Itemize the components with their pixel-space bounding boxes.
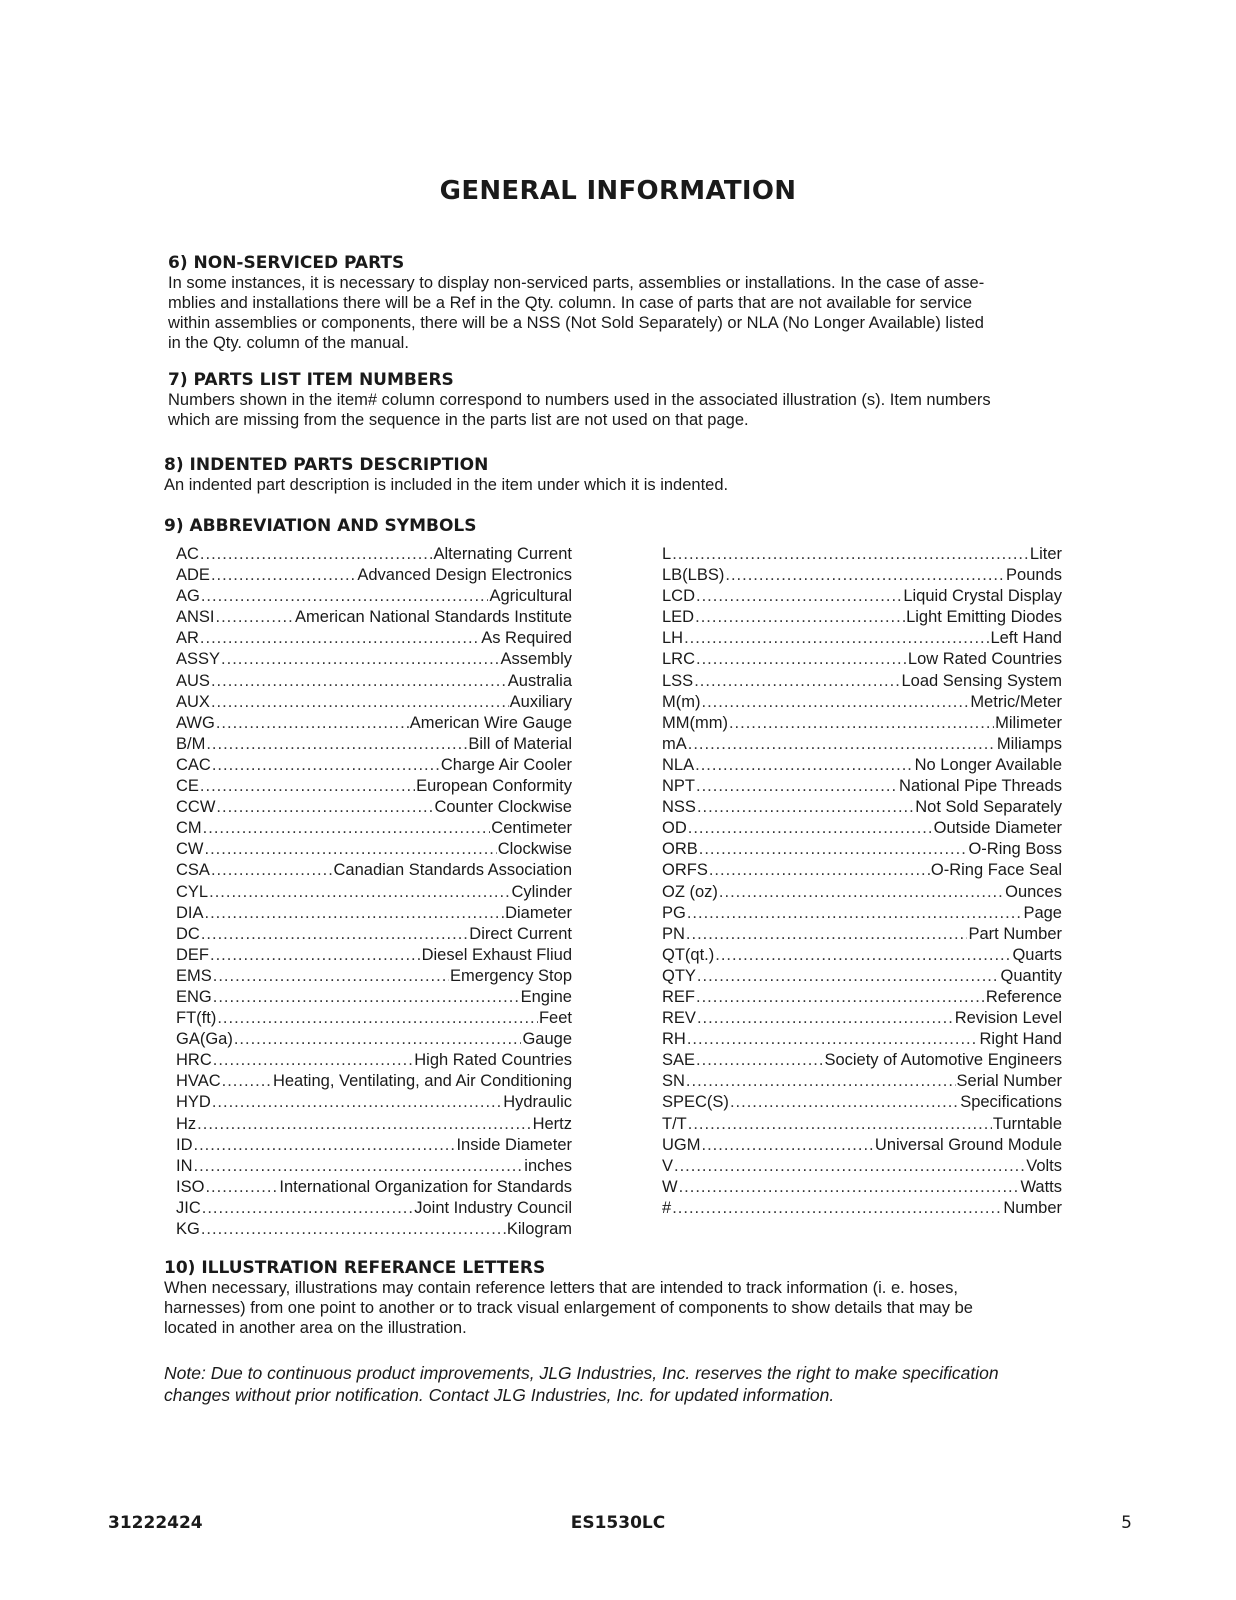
section-body [164,475,1074,495]
dot-leader [194,1136,456,1155]
abbreviation-meaning: Assembly [500,650,572,669]
abbreviation-term: IN [176,1156,193,1175]
abbreviation-term: L [662,545,672,563]
dot-leader [696,1051,823,1070]
abbreviation-row [662,672,1062,693]
abbreviation-term: CM [176,819,202,838]
section-heading: 10) ILLUSTRATION REFERANCE LETTERS [164,1258,546,1278]
abbreviation-meaning: Direct Current [469,924,572,943]
abbreviation-term: ORFS [662,861,708,880]
abbreviation-row [662,904,1062,925]
abbreviation-term: CSA [176,861,210,880]
dot-leader [684,629,989,648]
abbreviation-row [176,545,572,566]
dot-leader [694,672,900,691]
abbreviation-meaning: Number [1003,1198,1062,1217]
note-line: changes without prior notification. Contact JLG Industries, Inc. for updated information. [164,1385,835,1405]
abbreviation-row [176,904,572,925]
abbreviation-row [662,714,1062,735]
dot-leader [709,861,930,880]
abbreviation-row [176,1030,572,1051]
dot-leader [213,988,520,1007]
dot-leader [688,735,996,754]
abbreviation-row [176,967,572,988]
abbreviation-meaning: Cylinder [511,882,572,901]
abbreviation-meaning: Joint Industry Council [414,1198,572,1217]
abbreviation-meaning: Universal Ground Module [874,1135,1062,1154]
abbreviation-row [176,861,572,882]
footer-doc-number: 31222424 [108,1513,203,1533]
abbreviation-term: B/M [176,734,206,753]
dot-leader [222,1072,272,1091]
abbreviation-term: CE [176,777,199,796]
section-heading: 8) INDENTED PARTS DESCRIPTION [164,455,489,475]
abbreviation-list-right [662,545,1062,1220]
abbreviation-meaning: Liter [1029,545,1062,563]
dot-leader [687,1030,979,1049]
abbreviation-meaning: Part Number [968,924,1062,943]
dot-leader [725,566,1005,585]
dot-leader [701,693,969,712]
dot-leader [210,946,421,965]
abbreviation-meaning: Quarts [1012,945,1062,964]
abbreviation-row [662,756,1062,777]
dot-leader [697,798,914,817]
abbreviation-term: ORB [662,840,698,859]
abbreviation-meaning: Outside Diameter [933,819,1062,838]
dot-leader [679,1178,1020,1197]
dot-leader [212,756,440,775]
abbreviation-row [176,1199,572,1220]
abbreviation-meaning: Alternating Current [433,545,572,563]
abbreviation-term: NLA [662,755,695,774]
abbreviation-meaning: Feet [538,1009,572,1028]
abbreviation-row [662,840,1062,861]
abbreviation-meaning: Quantity [1000,966,1062,985]
section-body [164,1278,1074,1338]
abbreviation-term: ASSY [176,650,221,669]
abbreviation-meaning: Kilogram [506,1220,572,1238]
abbreviation-term: Hz [176,1114,197,1133]
abbreviation-row [176,650,572,671]
abbreviation-row [176,1220,572,1241]
abbreviation-meaning: Left Hand [990,629,1062,648]
abbreviation-meaning: Milimeter [995,713,1062,732]
body-line: Numbers shown in the item# column correspond to numbers used in the associated illustration (s). Item numbers [168,391,991,409]
abbreviation-term: JIC [176,1198,201,1217]
dot-leader [719,883,1004,902]
abbreviation-term: SN [662,1072,685,1091]
abbreviation-row [176,777,572,798]
abbreviation-row [176,735,572,756]
abbreviation-row [176,587,572,608]
abbreviation-term: LB(LBS) [662,566,725,585]
abbreviation-row [176,883,572,904]
abbreviation-meaning: Society of Automotive Engineers [824,1051,1062,1070]
abbreviation-row [662,1009,1062,1030]
abbreviation-row [662,1157,1062,1178]
abbreviation-row [176,819,572,840]
body-line: When necessary, illustrations may contain reference letters that are intended to track information (i. e. hoses, [164,1279,958,1297]
abbreviation-meaning: Emergency Stop [450,966,572,985]
abbreviation-meaning: High Rated Countries [414,1051,572,1070]
abbreviation-row [176,714,572,735]
abbreviation-term: PN [662,924,685,943]
abbreviation-meaning: Low Rated Countries [907,650,1062,669]
abbreviation-row [662,798,1062,819]
dot-leader [201,925,468,944]
abbreviation-term: UGM [662,1135,701,1154]
abbreviation-meaning: Reference [985,987,1062,1006]
section-abbreviation-and-symbols [164,516,1074,536]
abbreviation-row [176,1136,572,1157]
dot-leader [686,925,968,944]
body-line: harnesses) from one point to another or to track visual enlargement of components to show details that may be [164,1299,973,1317]
abbreviation-term: HVAC [176,1072,221,1091]
abbreviation-meaning: Turntable [992,1114,1062,1133]
abbreviation-meaning: inches [524,1156,572,1175]
abbreviation-meaning: Specifications [960,1093,1062,1112]
abbreviation-meaning: Hydraulic [503,1093,572,1112]
abbreviation-meaning: Diesel Exhaust Fliud [421,945,572,964]
dot-leader [200,545,433,564]
specification-note [164,1362,1104,1406]
abbreviation-meaning: Hertz [532,1114,572,1133]
abbreviation-meaning: Revision Level [954,1009,1062,1028]
abbreviation-meaning: Diameter [505,903,572,922]
abbreviation-row [662,693,1062,714]
abbreviation-row [662,1093,1062,1114]
abbreviation-row [176,946,572,967]
abbreviation-meaning: Miliamps [996,734,1062,753]
body-line: mblies and installations there will be a Ref in the Qty. column. In case of parts that are not available for service [168,294,973,312]
dot-leader [699,840,968,859]
abbreviation-term: M(m) [662,692,701,711]
abbreviation-term: SAE [662,1051,696,1070]
abbreviation-meaning: Right Hand [979,1030,1062,1049]
abbreviation-row [176,1157,572,1178]
dot-leader [213,967,449,986]
abbreviation-meaning: Australia [507,671,572,690]
abbreviation-row [176,1051,572,1072]
abbreviation-meaning: Engine [520,987,572,1006]
abbreviation-term: LED [662,608,695,627]
abbreviation-row [662,1030,1062,1051]
abbreviation-meaning: National Pipe Threads [899,777,1062,796]
abbreviation-row [662,545,1062,566]
dot-leader [216,798,433,817]
abbreviation-row [176,672,572,693]
abbreviation-term: KG [176,1220,200,1238]
abbreviation-term: AWG [176,713,215,732]
abbreviation-term: REV [662,1009,696,1028]
dot-leader [672,545,1029,564]
abbreviation-term: AUS [176,671,210,690]
abbreviation-meaning: Heating, Ventilating, and Air Conditioning [272,1072,572,1091]
dot-leader [216,714,409,733]
body-line: located in another area on the illustration. [164,1319,467,1337]
abbreviation-term: CAC [176,755,211,774]
page-title: GENERAL INFORMATION [439,176,797,206]
abbreviation-meaning: Serial Number [956,1072,1062,1091]
abbreviation-term: ID [176,1135,193,1154]
abbreviation-term: HYD [176,1093,211,1112]
abbreviation-term: LSS [662,671,694,690]
section-illustration-reference-letters [164,1258,1074,1338]
abbreviation-term: NSS [662,798,696,817]
abbreviation-term: AC [176,545,199,563]
abbreviation-term: HRC [176,1051,212,1070]
dot-leader [201,587,489,606]
abbreviation-term: W [662,1177,678,1196]
abbreviation-meaning: Light Emitting Diodes [906,608,1062,627]
abbreviation-row [662,1199,1062,1220]
abbreviation-term: LH [662,629,684,648]
abbreviation-row [176,840,572,861]
abbreviation-term: PG [662,903,686,922]
abbreviation-term: RH [662,1030,686,1049]
abbreviation-meaning: Auxiliary [509,692,572,711]
abbreviation-term: ISO [176,1177,205,1196]
abbreviation-meaning: Counter Clockwise [434,798,572,817]
abbreviation-term: MM(mm) [662,713,728,732]
footer-model: ES1530LC [570,1513,666,1533]
abbreviation-row [176,566,572,587]
body-line: In some instances, it is necessary to display non-serviced parts, assemblies or installations. In the case of asse- [168,274,985,292]
dot-leader [205,840,497,859]
abbreviation-term: mA [662,734,687,753]
abbreviation-row [176,693,572,714]
abbreviation-meaning: Page [1023,903,1062,922]
abbreviation-row [176,1178,572,1199]
abbreviation-term: OD [662,819,687,838]
abbreviation-meaning: American Wire Gauge [409,713,572,732]
abbreviation-meaning: Volts [1026,1156,1062,1175]
dot-leader [696,777,898,796]
abbreviation-term: CW [176,840,204,859]
section-body [168,390,1078,430]
section-indented-parts-description [164,455,1074,495]
abbreviation-row [176,756,572,777]
abbreviation-meaning: American National Standards Institute [295,608,572,627]
dot-leader [211,861,333,880]
abbreviation-row [662,946,1062,967]
abbreviation-term: ADE [176,566,210,585]
dot-leader [211,693,509,712]
abbreviation-term: CCW [176,798,216,817]
abbreviation-meaning: Bill of Material [468,734,572,753]
abbreviation-term: V [662,1156,674,1175]
abbreviation-row [662,608,1062,629]
section-heading: 6) NON-SERVICED PARTS [168,253,405,273]
abbreviation-row [662,1115,1062,1136]
abbreviation-term: FT(ft) [176,1009,217,1028]
abbreviation-row [662,988,1062,1009]
abbreviation-list-left [176,545,572,1241]
abbreviation-term: OZ (oz) [662,882,718,901]
abbreviation-meaning: Agricultural [489,587,572,606]
dot-leader [221,650,499,669]
dot-leader [729,714,994,733]
dot-leader [202,1199,414,1218]
dot-leader [205,1178,278,1197]
abbreviation-row [662,1051,1062,1072]
abbreviation-row [662,587,1062,608]
abbreviation-term: GA(Ga) [176,1030,233,1049]
dot-leader [217,1009,538,1028]
dot-leader [212,1093,502,1112]
abbreviation-meaning: Liquid Crystal Display [903,587,1062,606]
dot-leader [213,1051,414,1070]
abbreviation-meaning: No Longer Available [914,755,1062,774]
body-line: within assemblies or components, there will be a NSS (Not Sold Separately) or NLA (No Longer Available) listed [168,314,984,332]
abbreviation-term: LCD [662,587,696,606]
abbreviation-term: AUX [176,692,210,711]
abbreviation-meaning: As Required [481,629,572,648]
dot-leader [688,1115,992,1134]
dot-leader [211,566,356,585]
abbreviation-row [176,988,572,1009]
abbreviation-term: SPEC(S) [662,1093,729,1112]
abbreviation-row [662,1178,1062,1199]
abbreviation-row [662,925,1062,946]
abbreviation-meaning: O-Ring Boss [968,840,1062,859]
abbreviation-row [662,650,1062,671]
dot-leader [702,1136,874,1155]
abbreviation-term: CYL [176,882,209,901]
abbreviation-meaning: Pounds [1006,566,1062,585]
dot-leader [696,650,907,669]
abbreviation-row [662,967,1062,988]
dot-leader [201,1220,506,1239]
abbreviation-meaning: International Organization for Standards [279,1177,572,1196]
dot-leader [200,629,480,648]
abbreviation-term: ENG [176,987,212,1006]
abbreviation-term: NPT [662,777,695,796]
abbreviation-row [176,1093,572,1114]
dot-leader [695,756,914,775]
dot-leader [688,819,933,838]
abbreviation-term: # [662,1198,672,1217]
abbreviation-row [662,883,1062,904]
abbreviation-meaning: Canadian Standards Association [333,861,572,880]
abbreviation-row [662,566,1062,587]
body-line: An indented part description is included in the item under which it is indented. [164,476,729,494]
abbreviation-meaning: Inside Diameter [456,1135,572,1154]
dot-leader [197,1115,531,1134]
dot-leader [674,1157,1025,1176]
dot-leader [687,904,1023,923]
dot-leader [696,587,902,606]
dot-leader [696,988,985,1007]
abbreviation-term: QTY [662,966,696,985]
section-parts-list-item-numbers [168,370,1078,430]
abbreviation-term: AG [176,587,200,606]
abbreviation-meaning: Metric/Meter [970,692,1062,711]
abbreviation-term: QT(qt.) [662,945,715,964]
abbreviation-row [662,819,1062,840]
section-heading: 9) ABBREVIATION AND SYMBOLS [164,516,477,536]
dot-leader [234,1030,522,1049]
dot-leader [697,1009,954,1028]
dot-leader [686,1072,956,1091]
abbreviation-meaning: Centimeter [491,819,572,838]
abbreviation-term: DEF [176,945,209,964]
abbreviation-row [662,735,1062,756]
note-line: Note: Due to continuous product improvements, JLG Industries, Inc. reserves the right to make specification [164,1363,999,1383]
abbreviation-meaning: Ounces [1005,882,1062,901]
abbreviation-meaning: Watts [1020,1177,1062,1196]
abbreviation-meaning: Not Sold Separately [915,798,1062,817]
abbreviation-meaning: O-Ring Face Seal [930,861,1062,880]
abbreviation-row [176,608,572,629]
abbreviation-row [662,861,1062,882]
abbreviation-term: REF [662,987,695,1006]
abbreviation-term: EMS [176,966,212,985]
dot-leader [211,672,507,691]
abbreviation-row [176,925,572,946]
body-line: in the Qty. column of the manual. [168,334,409,352]
dot-leader [203,819,491,838]
abbreviation-term: AR [176,629,199,648]
abbreviation-row [662,629,1062,650]
abbreviation-meaning: European Conformity [416,777,572,796]
dot-leader [697,967,1000,986]
footer-page-number: 5 [1121,1513,1132,1533]
dot-leader [206,735,467,754]
abbreviation-row [662,1072,1062,1093]
abbreviation-row [662,777,1062,798]
abbreviation-row [176,798,572,819]
dot-leader [730,1093,959,1112]
dot-leader [194,1157,524,1176]
abbreviation-term: ANSI [176,608,215,627]
section-non-serviced-parts [168,253,1078,353]
abbreviation-row [176,1115,572,1136]
abbreviation-meaning: Gauge [522,1030,572,1049]
abbreviation-meaning: Clockwise [497,840,572,859]
abbreviation-term: LRC [662,650,696,669]
dot-leader [209,883,510,902]
body-line: which are missing from the sequence in the parts list are not used on that page. [168,411,749,429]
abbreviation-meaning: Advanced Design Electronics [357,566,572,585]
section-heading: 7) PARTS LIST ITEM NUMBERS [168,370,454,390]
abbreviation-term: DIA [176,903,204,922]
dot-leader [672,1199,1002,1218]
dot-leader [216,608,295,627]
section-body [168,273,1078,353]
dot-leader [200,777,415,796]
abbreviation-term: DC [176,924,200,943]
abbreviation-row [176,1009,572,1030]
abbreviation-meaning: Charge Air Cooler [440,755,572,774]
dot-leader [205,904,505,923]
abbreviation-row [176,629,572,650]
abbreviation-term: T/T [662,1114,687,1133]
abbreviation-meaning: Load Sensing System [901,671,1062,690]
dot-leader [715,946,1011,965]
dot-leader [695,608,905,627]
abbreviation-row [176,1072,572,1093]
abbreviation-row [662,1136,1062,1157]
